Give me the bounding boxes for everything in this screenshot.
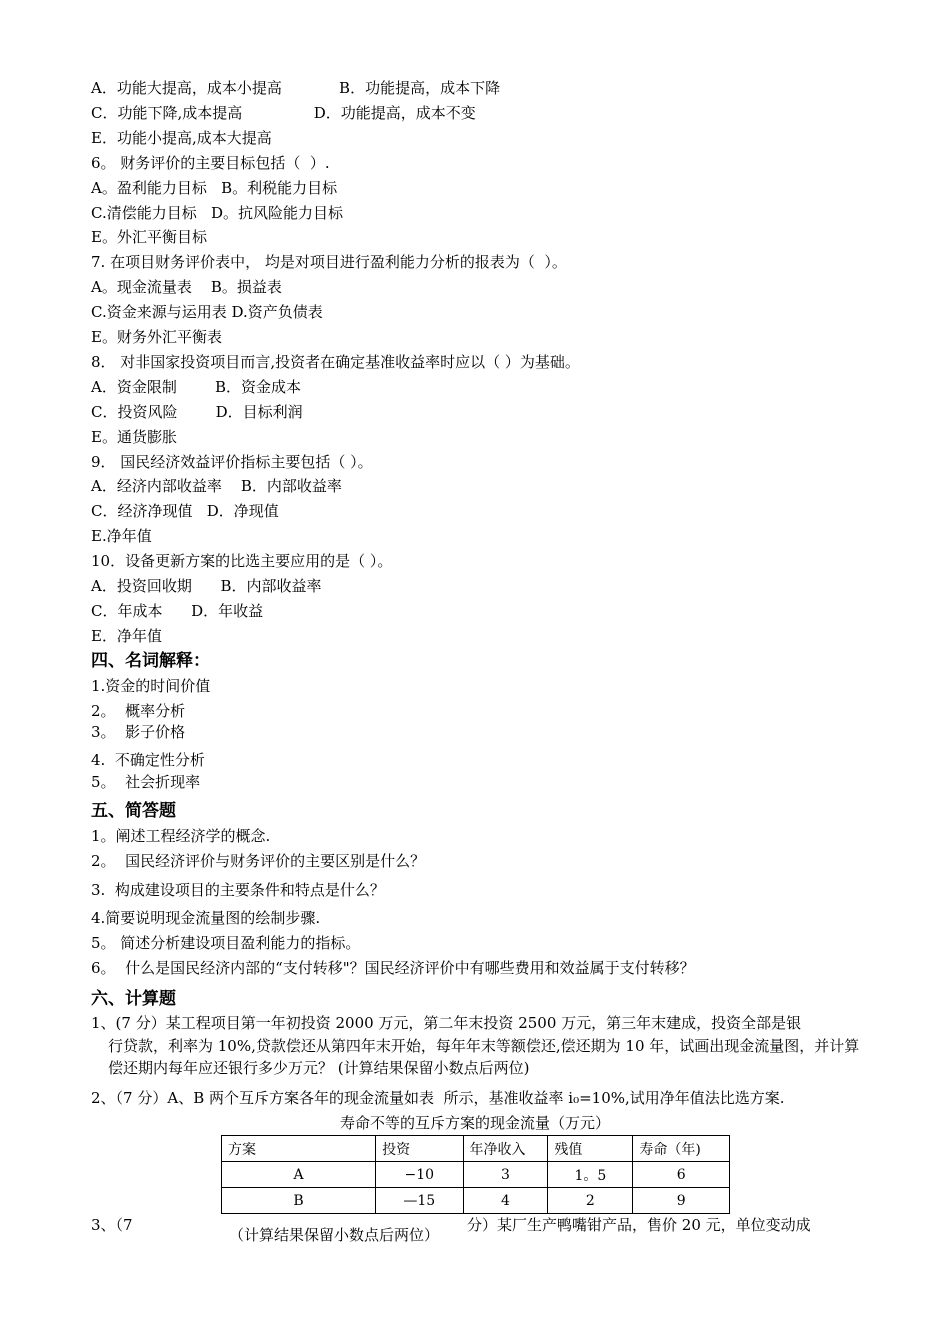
table-cell: 6: [633, 1162, 730, 1188]
calc-question-3-text: 分）某厂生产鸭嘴钳产品，售价 20 元，单位变动成: [467, 1216, 811, 1234]
text-line: E。通货膨胀: [91, 427, 177, 446]
text-line: E。财务外汇平衡表: [91, 328, 222, 346]
table-cell: A: [222, 1162, 376, 1188]
text-line: E．净年值: [91, 626, 162, 645]
calc-question-1-line1: 1、(7 分）某工程项目第一年初投资 2000 万元，第二年末投资 2500 万元，第三年末建成，投资全部是银: [91, 1014, 802, 1032]
text-line: C．投资风险 D．目标利润: [91, 402, 303, 421]
section-heading-terms: 四、名词解释：: [91, 651, 210, 671]
text-line: C.清偿能力目标 D。抗风险能力目标: [91, 203, 344, 222]
table-cell: 1。5: [548, 1162, 633, 1188]
text-line: C．年成本 D．年收益: [91, 601, 264, 620]
table-cell: B: [222, 1188, 376, 1214]
calc-question-2: 2、（7 分）A、B 两个互斥方案各年的现金流量如表 所示，基准收益率 i₀=10%,试用净年值法比选方案.: [91, 1089, 785, 1107]
table-header-cell: 寿命（年): [633, 1136, 730, 1162]
table-header-cell: 残值: [548, 1136, 633, 1162]
text-line: C．功能下降,成本提高 D．功能提高，成本不变: [91, 103, 476, 122]
text-line: 9． 国民经济效益评价指标主要包括（ ）。: [91, 452, 373, 471]
text-line: 4. 不确定性分析: [91, 751, 205, 769]
text-line: 10．设备更新方案的比选主要应用的是（ ）。: [91, 552, 393, 571]
text-line: A．功能大提高，成本小提高 B．功能提高，成本下降: [91, 79, 501, 97]
table-header-cell: 年净收入: [463, 1136, 548, 1162]
text-line: 6。 什么是国民经济内部的“支付转移"？国民经济评价中有哪些费用和效益属于支付转移？: [91, 959, 695, 977]
text-line: 4.简要说明现金流量图的绘制步骤.: [91, 909, 321, 927]
text-line: A．资金限制 B．资金成本: [91, 377, 302, 396]
text-line: E．功能小提高,成本大提高: [91, 128, 272, 147]
section-heading-calculation: 六、计算题: [91, 989, 176, 1009]
text-line: E.净年值: [91, 527, 152, 546]
text-line: C．经济净现值 D．净现值: [91, 502, 279, 521]
table-header-cell: 投资: [376, 1136, 463, 1162]
text-line: 5。 社会折现率: [91, 773, 201, 791]
text-line: A。盈利能力目标 B。利税能力目标: [91, 178, 338, 197]
calc-question-3-number: 3、（7: [91, 1216, 133, 1234]
text-line: 3。 影子价格: [91, 723, 186, 741]
table-header-row: [222, 1136, 730, 1162]
text-line: A．投资回收期 B．内部收益率: [91, 577, 322, 595]
table-header-cell: 方案: [222, 1136, 376, 1162]
text-line: A。现金流量表 B。损益表: [91, 278, 282, 297]
text-line: E。外汇平衡目标: [91, 228, 207, 247]
cash-flow-table: [221, 1135, 730, 1214]
text-line: C.资金来源与运用表 D.资产负债表: [91, 303, 323, 322]
text-line: 2。 国民经济评价与财务评价的主要区别是什么？: [91, 852, 426, 870]
table-cell: 9: [633, 1188, 730, 1214]
text-line: 2。 概率分析: [91, 702, 186, 720]
table-row: [222, 1162, 730, 1188]
text-line: 6。 财务评价的主要目标包括（ ）.: [91, 153, 330, 172]
text-line: 5。 简述分析建设项目盈利能力的指标。: [91, 934, 361, 952]
table-cell: 3: [463, 1162, 548, 1188]
table-cell: 4: [463, 1188, 548, 1214]
calc-question-1-rest: 行贷款，利率为 10%,贷款偿还从第四年末开始，每年年末等额偿还,偿还期为 10 年，试画出现金流量图，并计算偿还期内每年应还银行多少万元？ (计算结果保留小数点后两位): [108, 1036, 860, 1077]
table-cell: 2: [548, 1188, 633, 1214]
table-row: [222, 1188, 730, 1214]
table-cell: —15: [376, 1188, 463, 1214]
text-line: 7. 在项目财务评价表中， 均是对项目进行盈利能力分析的报表为（ ）。: [91, 253, 567, 272]
table-cell: −10: [376, 1162, 463, 1188]
section-heading-short-answer: 五、简答题: [91, 801, 176, 821]
text-line: 3. 构成建设项目的主要条件和特点是什么？: [91, 881, 385, 899]
text-line: 1。阐述工程经济学的概念.: [91, 827, 271, 845]
calc-question-1: [91, 1012, 861, 1080]
calc-question-3-note: （计算结果保留小数点后两位）: [229, 1226, 440, 1244]
text-line: A．经济内部收益率 B．内部收益率: [91, 477, 342, 496]
table-caption: 寿命不等的互斥方案的现金流量（万元）: [339, 1114, 610, 1132]
text-line: 8． 对非国家投资项目而言,投资者在确定基准收益率时应以（ ）为基础。: [91, 352, 580, 371]
text-line: 1.资金的时间价值: [91, 677, 211, 695]
